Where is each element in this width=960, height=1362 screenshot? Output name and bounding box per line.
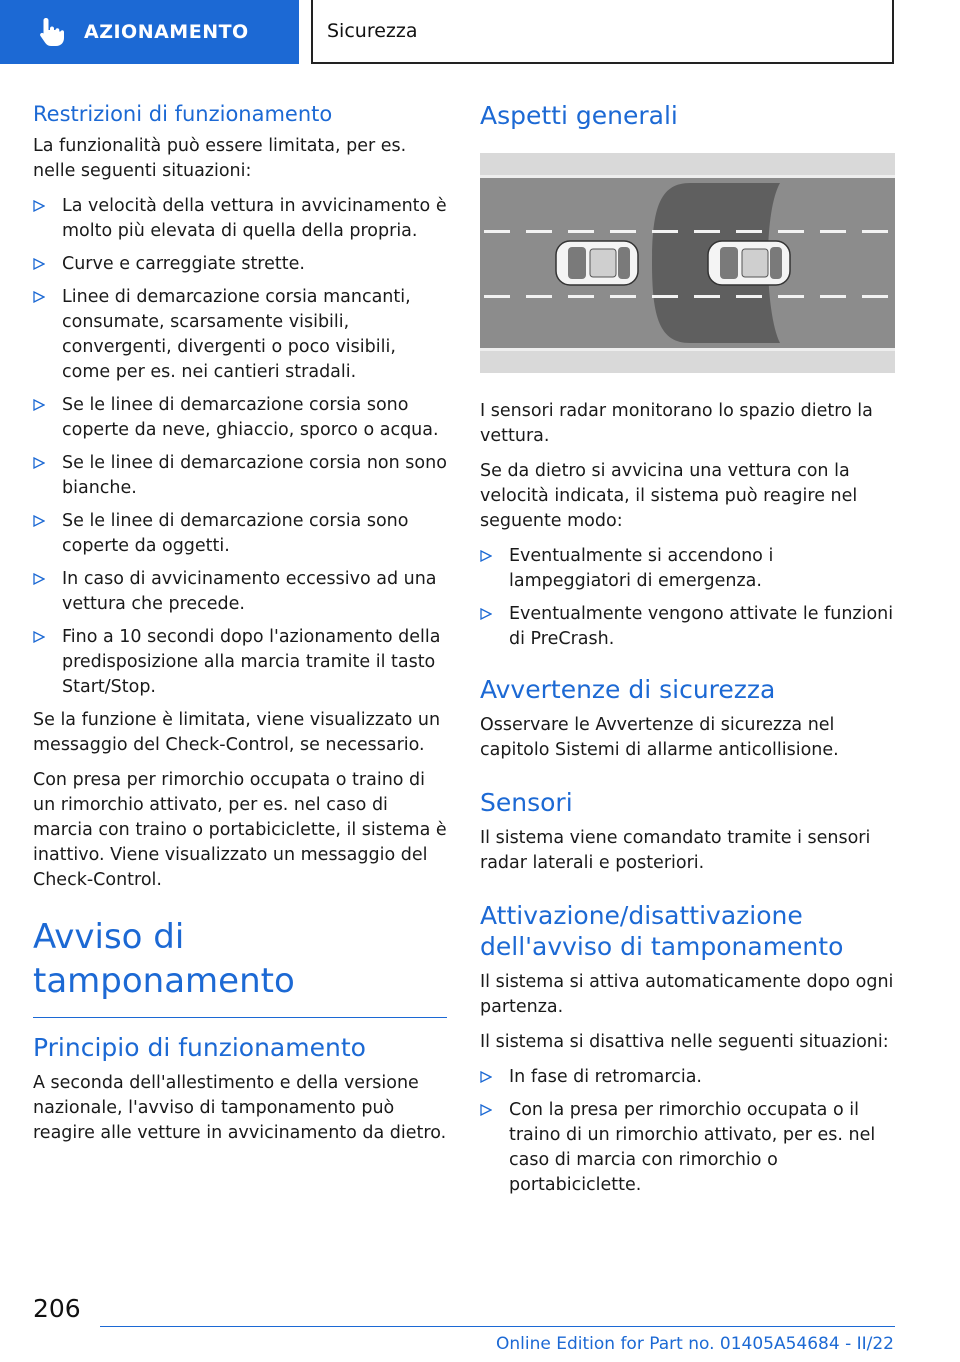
list-item-text: Fino a 10 secondi dopo l'azionamento della predisposizione alla marcia tramite il tasto Start/Stop.: [62, 627, 441, 697]
right-column: [480, 100, 895, 1206]
triangle-bullet-icon: [33, 457, 45, 469]
list-item: [480, 1098, 895, 1198]
list-item-text: Se le linee di demarcazione corsia sono coperte da neve, ghiaccio, sporco o acqua.: [62, 395, 439, 440]
triangle-bullet-icon: [33, 291, 45, 303]
list-item-text: Se le linee di demarcazione corsia sono coperte da oggetti.: [62, 511, 409, 556]
activation-heading: Attivazione/disattivazione dell'avviso di tamponamento: [480, 901, 844, 961]
list-item-text: La velocità della vettura in avvicinamento è molto più elevata di quella della propria.: [62, 196, 447, 241]
triangle-bullet-icon: [33, 200, 45, 212]
principle-text: A seconda dell'allestimento e della versione nazionale, l'avviso di tamponamento può reagire alle vetture in avvicinamento da dietro.: [33, 1073, 447, 1143]
restrictions-heading: Restrizioni di funzionamento: [33, 102, 333, 126]
activation-para-2: Il sistema si disattiva nelle seguenti situazioni:: [480, 1032, 889, 1052]
list-item-text: In caso di avvicinamento eccessivo ad una vettura che precede.: [62, 569, 437, 614]
list-item-text: Con la presa per rimorchio occupata o il traino di un rimorchio attivato, per es. nel caso di marcia con rimorchio o portabiciclette.: [509, 1100, 876, 1195]
restrictions-list: [33, 194, 447, 700]
safety-text: Osservare le Avvertenze di sicurezza nel capitolo Sistemi di allarme anticollisione.: [480, 715, 839, 760]
triangle-bullet-icon: [33, 258, 45, 270]
left-column: [33, 100, 447, 1156]
list-item: [480, 1065, 895, 1090]
ego-car-icon: [708, 241, 790, 285]
list-item: [33, 625, 447, 700]
following-car-icon: [556, 241, 638, 285]
restrictions-intro: La funzionalità può essere limitata, per es. nelle seguenti situazioni:: [33, 136, 407, 181]
list-item-text: Eventualmente si accendono i lampeggiatori di emergenza.: [509, 546, 774, 591]
general-list: [480, 544, 895, 652]
list-item: [480, 602, 895, 652]
safety-heading: Avvertenze di sicurezza: [480, 675, 776, 704]
list-item: [33, 252, 447, 277]
list-item: [33, 194, 447, 244]
general-para-2: Se da dietro si avvicina una vettura con la velocità indicata, il sistema può reagire nel seguente modo:: [480, 461, 858, 531]
sensors-text: Il sistema viene comandato tramite i sensori radar laterali e posteriori.: [480, 828, 871, 873]
triangle-bullet-icon: [33, 573, 45, 585]
triangle-bullet-icon: [33, 631, 45, 643]
sensors-heading: Sensori: [480, 788, 573, 817]
list-item-text: Linee di demarcazione corsia mancanti, consumate, scarsamente visibili, convergenti, divergenti o poco visibili, come per es. nei cantieri stradali.: [62, 287, 411, 382]
page-number: 206: [33, 1294, 81, 1323]
rear-radar-illustration: [480, 153, 895, 373]
edition-footer[interactable]: Online Edition for Part no. 01405A54684 - II/22: [495, 1334, 894, 1354]
activation-para-1: Il sistema si attiva automaticamente dopo ogni partenza.: [480, 972, 894, 1017]
principle-heading: Principio di funzionamento: [33, 1033, 366, 1062]
activation-list: [480, 1065, 895, 1198]
list-item: [33, 285, 447, 385]
list-item-text: Curve e carreggiate strette.: [62, 254, 305, 274]
list-item-text: Se le linee di demarcazione corsia non sono bianche.: [62, 453, 447, 498]
triangle-bullet-icon: [480, 1104, 492, 1116]
hand-pointing-icon: [34, 14, 70, 50]
restrictions-para-2: Con presa per rimorchio occupata o traino di un rimorchio attivato, per es. nel caso di marcia con traino o portabiciclette, il sistema è inattivo. Viene visualizzato un messaggio del Check-Control.: [33, 770, 447, 890]
list-item: [33, 393, 447, 443]
section-tab[interactable]: [0, 0, 299, 64]
list-item-text: Eventualmente vengono attivate le funzioni di PreCrash.: [509, 604, 894, 649]
general-para-1: I sensori radar monitorano lo spazio dietro la vettura.: [480, 401, 873, 446]
section-label: AZIONAMENTO: [84, 21, 249, 43]
chapter-header: [311, 0, 894, 64]
list-item-text: In fase di retromarcia.: [509, 1067, 702, 1087]
general-heading: Aspetti generali: [480, 101, 678, 130]
footer-divider: [100, 1326, 895, 1327]
triangle-bullet-icon: [33, 515, 45, 527]
list-item: [33, 509, 447, 559]
chapter-label: Sicurezza: [327, 20, 418, 42]
list-item: [480, 544, 895, 594]
triangle-bullet-icon: [480, 608, 492, 620]
list-item: [33, 567, 447, 617]
triangle-bullet-icon: [33, 399, 45, 411]
chapter-title: Avviso di tamponamento: [33, 915, 447, 1018]
triangle-bullet-icon: [480, 550, 492, 562]
triangle-bullet-icon: [480, 1071, 492, 1083]
restrictions-para-1: Se la funzione è limitata, viene visualizzato un messaggio del Check-Control, se necessario.: [33, 710, 441, 755]
list-item: [33, 451, 447, 501]
